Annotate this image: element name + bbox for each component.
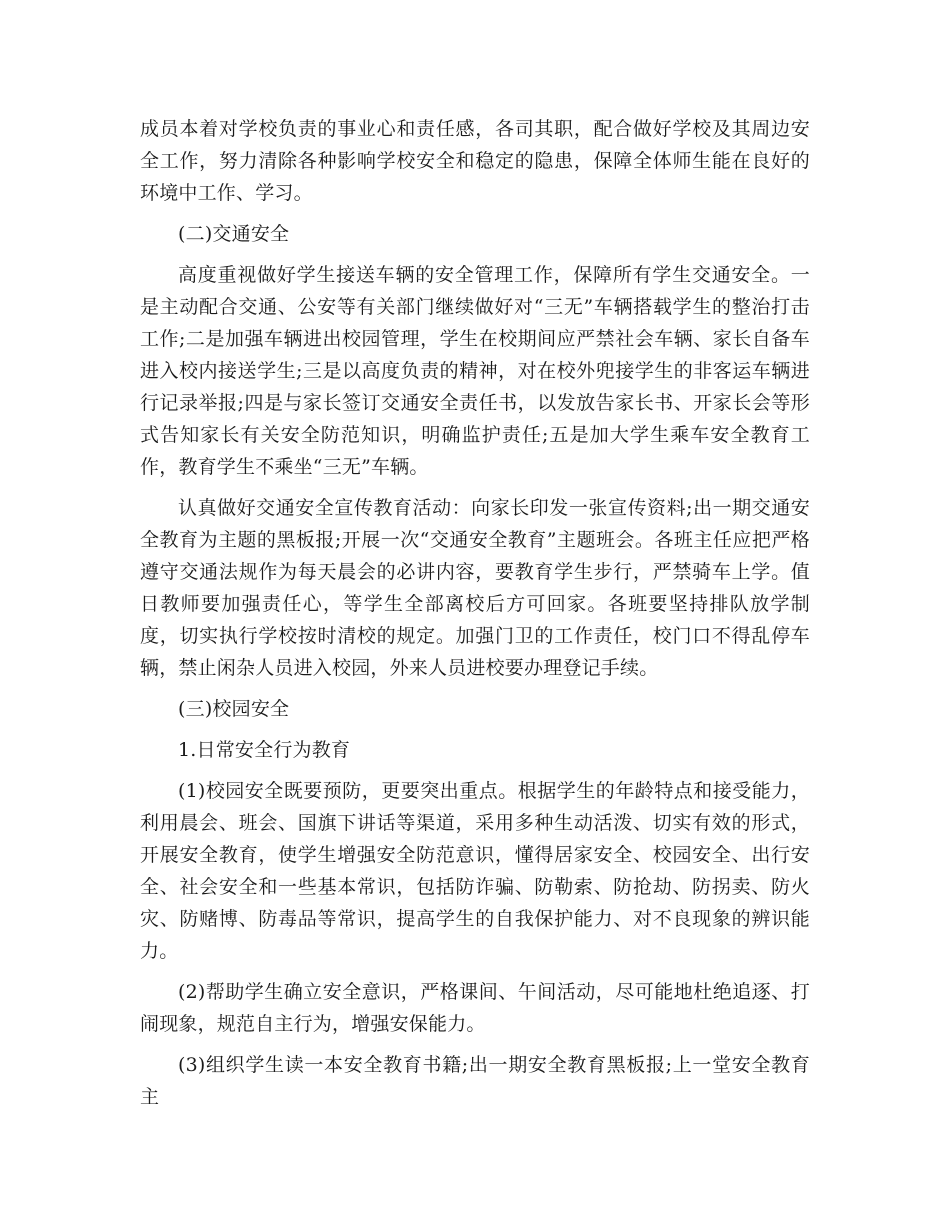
paragraph-traffic-education: 认真做好交通安全宣传教育活动：向家长印发一张宣传资料;出一期交通安全教育为主题的黑板报;开展一次“交通安全教育”主题班会。各班主任应把严格遵守交通法规作为每天晨会的必讲内容，要教育学生步行，严禁骑车上学。值日教师要加强责任心，等学生全部离校后方可回家。各班要坚持排队放学制度，切实执行学校按时清校的规定。加强门卫的工作责任，校门口不得乱停车辆，禁止闲杂人员进入校园，外来人员进校要办理登记手续。	[140, 497, 810, 679]
section-heading-campus-safety: (三)校园安全	[178, 698, 290, 720]
subsection-heading-daily-safety: 1.日常安全行为教育	[178, 739, 351, 761]
section-heading-traffic-safety: (二)交通安全	[178, 223, 290, 245]
paragraph-traffic-vehicle-management: 高度重视做好学生接送车辆的安全管理工作，保障所有学生交通安全。一是主动配合交通、公安等有关部门继续做好对“三无”车辆搭载学生的整治打击工作;二是加强车辆进出校园管理，学生在校期间应严禁社会车辆、家长自备车进入校内接送学生;三是以高度负责的精神，对在校外兜接学生的非客运车辆进行记录举报;四是与家长签订交通安全责任书，以发放告家长书、开家长会等形式告知家长有关安全防范知识，明确监护责任;五是加大学生乘车安全教育工作，教育学生不乘坐“三无”车辆。	[140, 264, 810, 478]
paragraph-item-1: (1)校园安全既要预防，更要突出重点。根据学生的年龄特点和接受能力，利用晨会、班会、国旗下讲话等渠道，采用多种生动活泼、切实有效的形式，开展安全教育，使学生增强安全防范意识，懂得居家安全、校园安全、出行安全、社会安全和一些基本常识，包括防诈骗、防勒索、防抢劫、防拐卖、防火灾、防赌博、防毒品等常识，提高学生的自我保护能力、对不良现象的辨识能力。	[140, 780, 810, 962]
paragraph-continued: 成员本着对学校负责的事业心和责任感，各司其职，配合做好学校及其周边安全工作，努力清除各种影响学校安全和稳定的隐患，保障全体师生能在良好的环境中工作、学习。	[140, 118, 810, 204]
document-page	[140, 113, 810, 1122]
paragraph-item-3: (3)组织学生读一本安全教育书籍;出一期安全教育黑板报;上一堂安全教育主	[140, 1054, 810, 1108]
paragraph-item-2: (2)帮助学生确立安全意识，严格课间、午间活动，尽可能地杜绝追逐、打闹现象，规范自主行为，增强安保能力。	[140, 981, 810, 1035]
